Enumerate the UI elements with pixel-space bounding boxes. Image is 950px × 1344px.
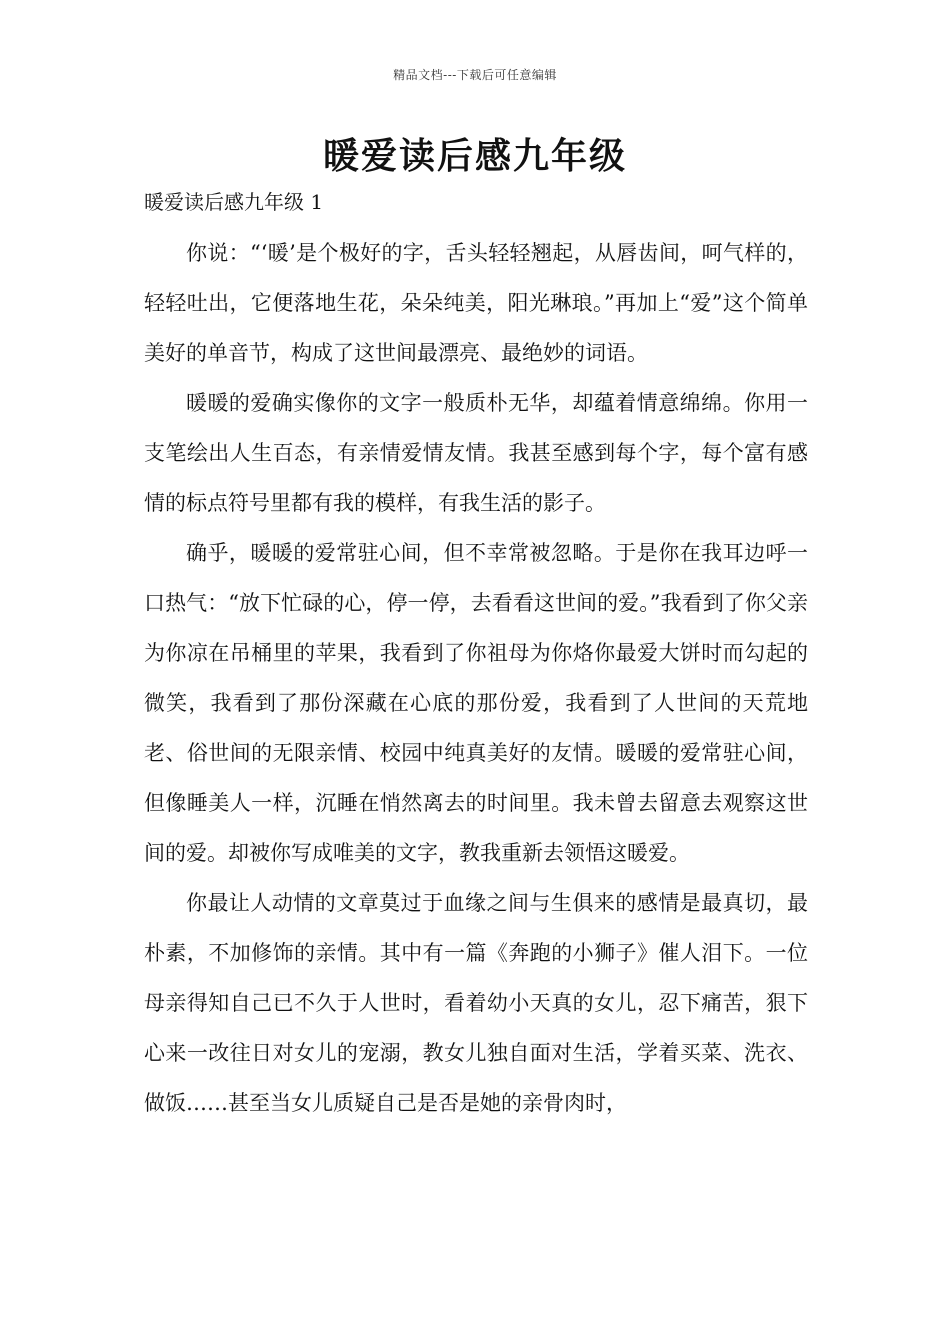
paragraph: 暖暖的爱确实像你的文字一般质朴无华，却蕴着情意绵绵。你用一支笔绘出人生百态，有亲情爱情友情。我甚至感到每个字，每个富有感情的标点符号里都有我的模样，有我生活的影子。 bbox=[144, 391, 808, 515]
document-title: 暖爱读后感九年级 bbox=[322, 135, 627, 177]
paragraph: 你说：“‘暖’是个极好的字，舌头轻轻翘起，从唇齿间，呵气样的，轻轻吐出，它便落地生花，朵朵纯美，阳光琳琅。”再加上“爱”这个简单美好的单音节，构成了这世间最漂亮、最绝妙的词语。 bbox=[144, 241, 808, 365]
paragraph: 确乎，暖暖的爱常驻心间，但不幸常被忽略。于是你在我耳边呼一口热气：“放下忙碌的心，停一停，去看看这世间的爱。”我看到了你父亲为你凉在吊桶里的苹果，我看到了你祖母为你烙你最爱大饼时而勾起的微笑，我看到了那份深藏在心底的那份爱，我看到了人世间的天荒地老、俗世间的无限亲情、校园中纯真美好的友情。暖暖的爱常驻心间，但像睡美人一样，沉睡在悄然离去的时间里。我未曾去留意去观察这世间的爱。却被你写成唯美的文字，教我重新去领悟这暖爱。 bbox=[144, 541, 808, 865]
document-body bbox=[144, 228, 808, 1128]
paragraph: 你最让人动情的文章莫过于血缘之间与生俱来的感情是最真切，最朴素，不加修饰的亲情。其中有一篇《奔跑的小狮子》催人泪下。一位母亲得知自己已不久于人世时，看着幼小天真的女儿，忍下痛苦，狠下心来一改往日对女儿的宠溺，教女儿独自面对生活，学着买菜、洗衣、做饭……甚至当女儿质疑自己是否是她的亲骨肉时， bbox=[144, 891, 808, 1115]
document-subtitle: 暖爱读后感九年级 1 bbox=[144, 190, 324, 214]
page-header: 精品文档---下载后可任意编辑 bbox=[393, 68, 557, 82]
